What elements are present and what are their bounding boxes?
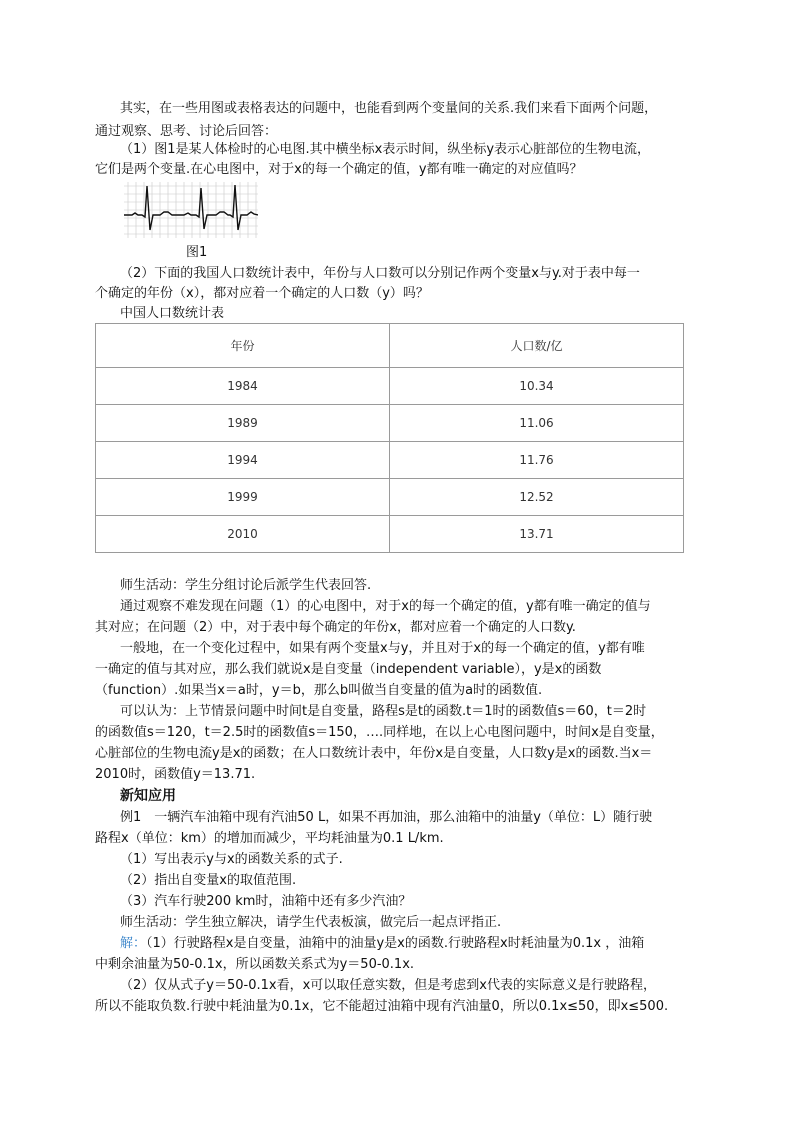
section-heading-new-knowledge: 新知应用	[120, 788, 176, 804]
example-1-line-1: 例1 一辆汽车油箱中现有汽油50 L，如果不再加油，那么油箱中的油量y（单位：L）随行驶	[120, 810, 653, 825]
question-2-line-2: 个确定的年份（x），都对应着一个确定的人口数（y）吗？	[95, 286, 429, 301]
table-cell-year: 1984	[96, 367, 390, 404]
activity-1: 师生活动：学生分组讨论后派学生代表回答.	[120, 578, 372, 593]
definition-line-1: 一般地，在一个变化过程中，如果有两个变量x与y，并且对于x的每一个确定的值，y都有唯	[120, 641, 645, 656]
table-cell-year: 1999	[96, 478, 390, 515]
explanation-line-4: 2010时，函数值y＝13.71.	[95, 767, 256, 782]
table-cell-year: 2010	[96, 515, 390, 552]
definition-line-2: 一确定的值与其对应，那么我们就说x是自变量（independent variable），y是x的函数	[95, 662, 602, 677]
table-header-row	[96, 324, 684, 368]
population-table	[95, 323, 684, 553]
table-header-year: 年份	[96, 324, 390, 368]
solution-label: 解：	[120, 936, 147, 951]
table-row	[96, 404, 684, 441]
definition-line-3: （function）.如果当x＝a时，y＝b，那么b叫做当自变量的值为a时的函数值.	[95, 683, 543, 698]
intro-line-2: 通过观察、思考、讨论后回答：	[95, 124, 278, 139]
table-row	[96, 441, 684, 478]
explanation-line-3: 心脏部位的生物电流y是x的函数；在人口数统计表中，年份x是自变量，人口数y是x的函数.当x＝	[95, 746, 653, 761]
table-cell-population: 12.52	[390, 478, 684, 515]
example-1-line-2: 路程x（单位：km）的增加而减少，平均耗油量为0.1 L/km.	[95, 831, 444, 846]
question-1-line-2: 它们是两个变量.在心电图中，对于x的每一个确定的值，y都有唯一确定的对应值吗？	[95, 162, 583, 177]
table-cell-population: 13.71	[390, 515, 684, 552]
example-1-question-1: （1）写出表示y与x的函数关系的式子.	[120, 852, 343, 867]
example-1-question-2: （2）指出自变量x的取值范围.	[120, 873, 297, 888]
intro-line-1: 其实，在一些用图或表格表达的问题中，也能看到两个变量间的关系.我们来看下面两个问题，	[120, 101, 658, 116]
table-title: 中国人口数统计表	[120, 306, 225, 321]
table-cell-population: 11.76	[390, 441, 684, 478]
figure-caption: 图1	[186, 245, 208, 260]
explanation-line-1: 可以认为：上节情景问题中时间t是自变量，路程s是t的函数.t＝1时的函数值s＝60，t＝2时	[120, 704, 647, 719]
table-cell-year: 1994	[96, 441, 390, 478]
table-row	[96, 515, 684, 552]
question-1-line-1: （1）图1是某人体检时的心电图.其中横坐标x表示时间，纵坐标y表示心脏部位的生物电流，	[120, 142, 651, 157]
explanation-line-2: 的函数值s＝120，t＝2.5时的函数值s＝150，….同样地，在以上心电图问题中，时间x是自变量，	[95, 725, 664, 740]
table-row	[96, 478, 684, 515]
question-2-line-1: （2）下面的我国人口数统计表中，年份与人口数可以分别记作两个变量x与y.对于表中每一	[120, 266, 640, 281]
observation-line-2: 其对应；在问题（2）中，对于表中每个确定的年份x，都对应着一个确定的人口数y.	[95, 620, 576, 635]
solution-line-1	[120, 932, 644, 956]
table-cell-population: 10.34	[390, 367, 684, 404]
observation-line-1: 通过观察不难发现在问题（1）的心电图中，对于x的每一个确定的值，y都有唯一确定的值与	[120, 599, 651, 614]
solution-line-2: 中剩余油量为50-0.1x，所以函数关系式为y＝50-0.1x.	[95, 957, 415, 972]
table-header-population: 人口数/亿	[390, 324, 684, 368]
solution-line-4: 所以不能取负数.行驶中耗油量为0.1x，它不能超过油箱中现有汽油量0，所以0.1x≤50，即x≤500.	[95, 999, 669, 1014]
solution-line-3: （2）仅从式子y＝50-0.1x看，x可以取任意实数，但是考虑到x代表的实际意义是行驶路程，	[120, 978, 656, 993]
table-cell-population: 11.06	[390, 404, 684, 441]
example-1-question-3: （3）汽车行驶200 km时，油箱中还有多少汽油？	[120, 894, 412, 909]
solution-text-1: （1）行驶路程x是自变量，油箱中的油量y是x的函数.行驶路程x时耗油量为0.1x ，油箱	[146, 936, 645, 951]
ecg-figure	[124, 182, 258, 238]
table-row	[96, 367, 684, 404]
activity-2: 师生活动：学生独立解决，请学生代表板演，做完后一起点评指正.	[120, 915, 502, 930]
table-cell-year: 1989	[96, 404, 390, 441]
